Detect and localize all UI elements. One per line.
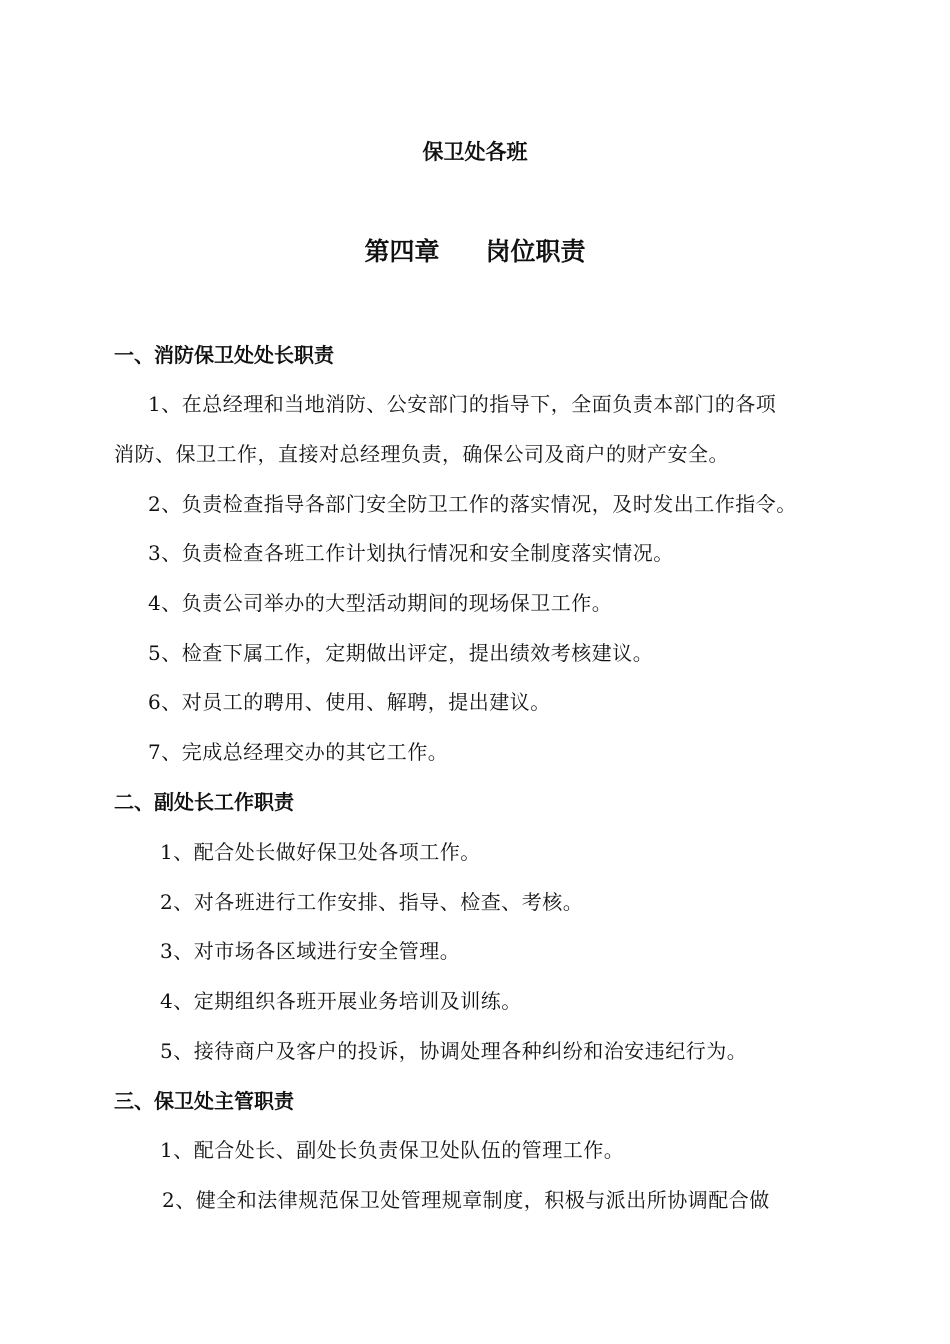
- chapter-number: 第四章: [364, 237, 440, 266]
- section-1-item-1: 1、在总经理和当地消防、公安部门的指导下，全面负责本部门的各项: [148, 392, 777, 416]
- document-header-title: 保卫处各班: [422, 139, 528, 164]
- section-heading-3: 三、保卫处主管职责: [114, 1089, 294, 1113]
- section-1-item-6: 6、对员工的聘用、使用、解聘，提出建议。: [148, 690, 551, 714]
- section-3-item-1: 1、配合处长、副处长负责保卫处队伍的管理工作。: [160, 1138, 625, 1162]
- section-heading-1: 一、消防保卫处处长职责: [114, 343, 334, 367]
- section-2-item-1: 1、配合处长做好保卫处各项工作。: [160, 840, 481, 864]
- section-2-item-3: 3、对市场各区域进行安全管理。: [160, 939, 461, 963]
- section-2-item-5: 5、接待商户及客户的投诉，协调处理各种纠纷和治安违纪行为。: [160, 1039, 748, 1063]
- section-1-item-4: 4、负责公司举办的大型活动期间的现场保卫工作。: [148, 591, 613, 615]
- section-1-item-1-cont: 消防、保卫工作，直接对总经理负责，确保公司及商户的财产安全。: [114, 442, 729, 466]
- section-2-item-2: 2、对各班进行工作安排、指导、检查、考核。: [160, 890, 584, 914]
- section-1-item-3: 3、负责检查各班工作计划执行情况和安全制度落实情况。: [148, 541, 674, 565]
- section-1-item-7: 7、完成总经理交办的其它工作。: [148, 740, 449, 764]
- section-1-item-5: 5、检查下属工作，定期做出评定，提出绩效考核建议。: [148, 641, 654, 665]
- section-2-item-4: 4、定期组织各班开展业务培训及训练。: [160, 989, 522, 1013]
- chapter-heading: [0, 232, 950, 268]
- section-3-item-2: 2、健全和法律规范保卫处管理规章制度，积极与派出所协调配合做: [162, 1188, 770, 1212]
- chapter-title: 岗位职责: [485, 237, 586, 266]
- section-heading-2: 二、副处长工作职责: [114, 790, 294, 814]
- section-1-item-2: 2、负责检查指导各部门安全防卫工作的落实情况，及时发出工作指令。: [148, 492, 797, 516]
